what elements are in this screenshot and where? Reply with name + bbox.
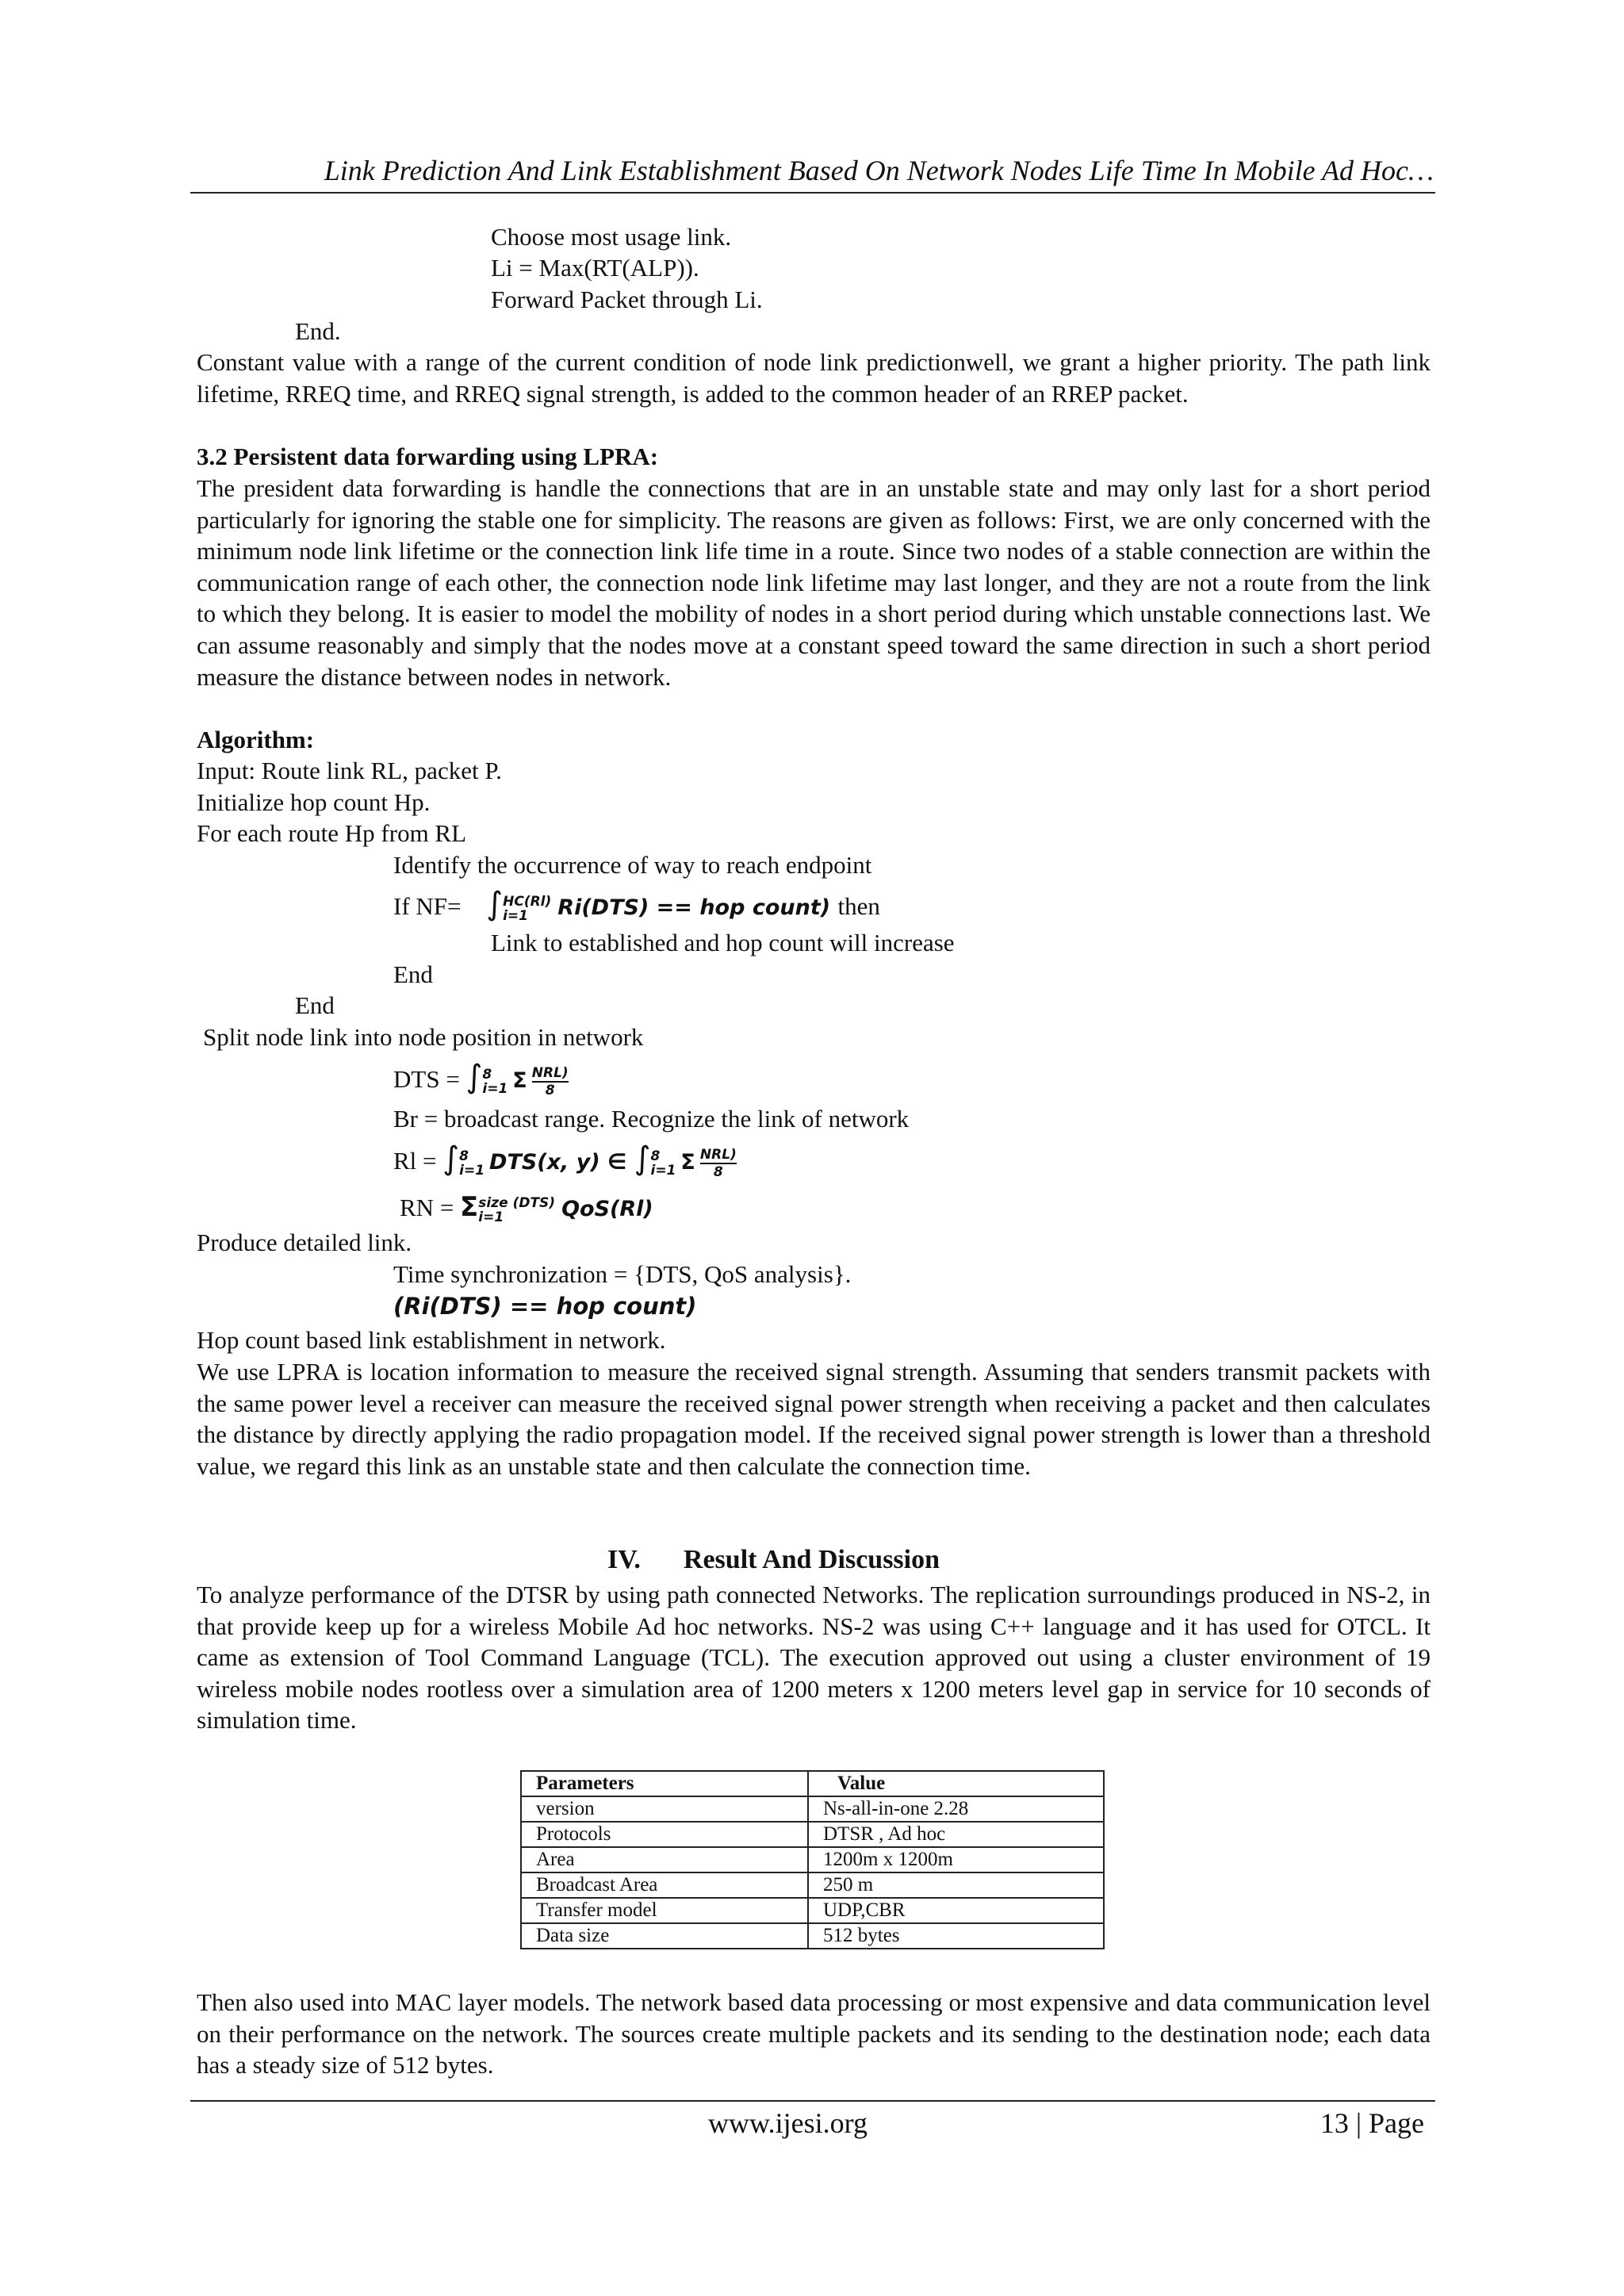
integral-upper-8: 8 (459, 1148, 469, 1164)
table-cell-parameter: Area (521, 1847, 808, 1872)
header-rule (190, 192, 1435, 194)
integral-lower: i=1 (503, 907, 529, 924)
table-header-row (521, 1771, 1104, 1796)
table-row (521, 1898, 1104, 1923)
algorithm-end-inner: End (393, 960, 433, 988)
nf-formula (486, 886, 837, 924)
table-cell-parameter: Data size (521, 1923, 808, 1949)
paragraph-constant-value: Constant value with a range of the current condition of node link predictionwell, we grant a higher priority. The path link lifetime, RREQ time, and RREQ signal strength, is added to the common header of an RREP packet. (197, 348, 1431, 408)
algorithm-link-established: Link to established and hop count will increase (491, 929, 955, 956)
sum-upper-size: size (DTS) (478, 1194, 556, 1211)
fraction-numerator: NRL) (531, 1064, 569, 1081)
paragraph-persistent-forwarding: The president data forwarding is handle the connections that are in an unstable state and may only last for a short period particularly for ignoring the stable one for simplicity. The reasons are given as follows: First, we are only concerned with the minimum node link lifetime or the connection link life time in a route. Since two nodes of a stable connection are within the communication range of each other, the connection node link lifetime may last longer, and they are not a route from the link to which they belong. It is easier to model the mobility of nodes in a short period during which unstable connections last. We can assume reasonably and simply that the nodes move at a constant speed toward the same direction in such a short period measure the distance between nodes in network. (197, 474, 1431, 691)
algo-end: End. (295, 317, 341, 345)
algorithm-input: Input: Route link RL, packet P. (197, 757, 502, 784)
integral-symbol: ∫ (634, 1140, 651, 1177)
algorithm-time-sync: Time synchronization = {DTS, QoS analysis}. (393, 1260, 852, 1288)
algorithm-if-nf (393, 888, 880, 924)
fraction-denominator: 8 (713, 1163, 723, 1180)
if-nf-prefix: If NF= (393, 892, 462, 920)
integral-symbol: ∫ (486, 886, 504, 922)
sum-lower: i=1 (478, 1209, 504, 1225)
algorithm-end-outer: End (295, 991, 335, 1019)
fraction-denominator: 8 (545, 1082, 555, 1098)
algorithm-dts (393, 1061, 569, 1098)
table-row (521, 1847, 1104, 1872)
table-row (521, 1822, 1104, 1847)
section-title: Result And Discussion (683, 1545, 940, 1574)
nf-expression: Ri(DTS) == hop count) (557, 895, 831, 920)
footer-rule (190, 2100, 1435, 2102)
integral-lower: i=1 (482, 1080, 508, 1097)
table-cell-parameter: Protocols (521, 1822, 808, 1847)
paragraph-lpra: We use LPRA is location information to measure the received signal strength. Assuming that senders transmit packets with the same power level a receiver can measure the received signal power strength when receiving a packet and then calculates the distance by directly applying the radio propagation model. If the received signal power strength is lower than a threshold value, we regard this link as an unstable state and then calculate the connection time. (197, 1358, 1431, 1480)
table-header-value: Value (808, 1771, 1104, 1796)
table-row (521, 1872, 1104, 1898)
algorithm-condition: (Ri(DTS) == hop count) (393, 1293, 697, 1320)
dts-formula (465, 1059, 569, 1098)
sum-symbol: Σ (512, 1068, 527, 1093)
dts-prefix: DTS = (393, 1065, 460, 1093)
footer-page-number: 13 | Page (1320, 2107, 1424, 2139)
table-row (521, 1796, 1104, 1822)
table-cell-value: 1200m x 1200m (808, 1847, 1104, 1872)
integral-upper-hc: HC(Rl) (503, 893, 552, 910)
integral-upper-8: 8 (482, 1066, 492, 1083)
algorithm-produce: Produce detailed link. (197, 1228, 412, 1256)
algorithm-br: Br = broadcast range. Recognize the link of network (393, 1105, 910, 1133)
algorithm-rn (400, 1191, 653, 1225)
algorithm-rl (393, 1140, 737, 1180)
rn-prefix: RN = (400, 1194, 454, 1221)
running-header: Link Prediction And Link Establishment Based On Network Nodes Life Time In Mobile Ad Hoc… (324, 155, 1434, 186)
table-header-parameters: Parameters (521, 1771, 808, 1796)
table-cell-value: DTSR , Ad hoc (808, 1822, 1104, 1847)
table-cell-value: Ns-all-in-one 2.28 (808, 1796, 1104, 1822)
table-cell-parameter: Broadcast Area (521, 1872, 808, 1898)
table-cell-value: UDP,CBR (808, 1898, 1104, 1923)
table-cell-value: 512 bytes (808, 1923, 1104, 1949)
rl-prefix: Rl = (393, 1147, 437, 1175)
section-heading-3-2: 3.2 Persistent data forwarding using LPRA: (197, 443, 659, 470)
algo-step-forward: Forward Packet through Li. (491, 286, 763, 313)
rl-mid-expression: DTS(x, y) ∈ (489, 1150, 627, 1175)
table-cell-parameter: version (521, 1796, 808, 1822)
algo-step-choose: Choose most usage link. (491, 223, 732, 251)
parameters-table (520, 1770, 1105, 1949)
section-number: IV. (607, 1545, 641, 1574)
table-row (521, 1923, 1104, 1949)
algorithm-init: Initialize hop count Hp. (197, 788, 431, 816)
section-heading-iv (607, 1543, 940, 1577)
rl-formula (442, 1140, 737, 1180)
table-cell-value: 250 m (808, 1872, 1104, 1898)
rn-expression: QoS(Rl) (561, 1197, 653, 1221)
table-cell-parameter: Transfer model (521, 1898, 808, 1923)
algo-step-li: Li = Max(RT(ALP)). (491, 254, 699, 282)
rn-formula (460, 1191, 653, 1225)
integral-symbol: ∫ (465, 1059, 483, 1095)
integral-symbol: ∫ (442, 1140, 460, 1177)
sum-symbol: Σ (680, 1150, 695, 1175)
paragraph-mac-layer: Then also used into MAC layer models. The network based data processing or most expensive and data communication level on their performance on the network. The sources create multiple packets and its sending to the destination node; each data has a steady size of 512 bytes. (197, 1988, 1431, 2079)
fraction-numerator: NRL) (699, 1146, 737, 1163)
integral-upper-8: 8 (650, 1148, 661, 1164)
if-then: then (837, 892, 880, 920)
algorithm-split: Split node link into node position in network (203, 1023, 644, 1051)
paragraph-results: To analyze performance of the DTSR by using path connected Networks. The replication surroundings produced in NS-2, in that provide keep up for a wireless Mobile Ad hoc networks. NS-2 was using C++ language and it has used for OTCL. It came as extension of Tool Command Language (TCL). The execution approved out using a cluster environment of 19 wireless mobile nodes rootless over a simulation area of 1200 meters x 1200 meters level gap in service for 10 seconds of simulation time. (197, 1581, 1431, 1734)
integral-lower: i=1 (459, 1162, 485, 1179)
sum-symbol: Σ (460, 1191, 479, 1223)
footer-url: www.ijesi.org (708, 2107, 868, 2139)
algorithm-foreach: For each route Hp from RL (197, 819, 467, 847)
algorithm-identify: Identify the occurrence of way to reach endpoint (393, 851, 872, 879)
integral-lower: i=1 (650, 1162, 676, 1179)
algorithm-heading: Algorithm: (197, 726, 315, 753)
algorithm-hop-count: Hop count based link establishment in network. (197, 1326, 666, 1354)
